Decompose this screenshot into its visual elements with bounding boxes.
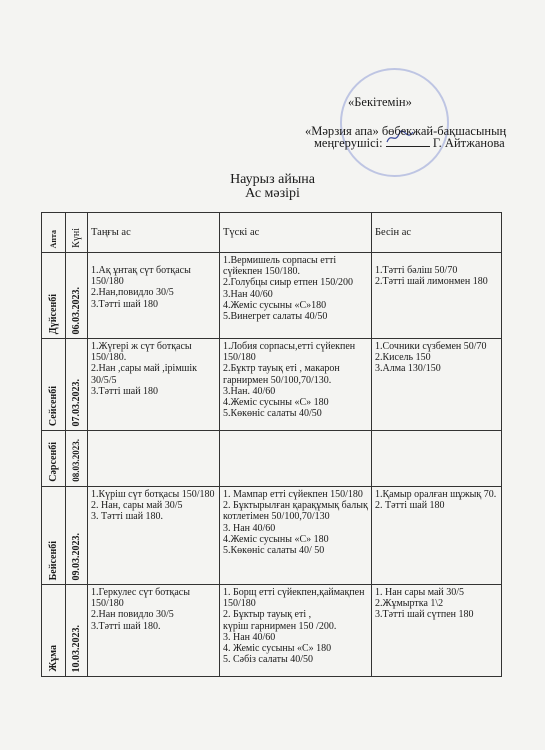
table-row	[42, 487, 502, 585]
col-header-date: Күні	[66, 213, 88, 253]
date-cell: 09.03.2023.	[66, 487, 88, 585]
signature-line	[386, 136, 430, 147]
breakfast-cell: 1.Ақ ұнтақ сүт ботқасы 150/180 2.Нан,повидло 30/5 3.Тәтті шай 180	[88, 253, 220, 339]
breakfast-cell: 1.Күріш сүт ботқасы 150/180 2. Нан, сары май 30/5 3. Тәтті шай 180.	[88, 487, 220, 585]
col-header-day: Апта	[42, 213, 66, 253]
day-cell: Бейсенбі	[42, 487, 66, 585]
table-row	[42, 253, 502, 339]
day-cell: Жұма	[42, 585, 66, 677]
table-row	[42, 585, 502, 677]
header-row	[42, 213, 502, 253]
date-cell: 06.03.2023.	[66, 253, 88, 339]
breakfast-cell	[88, 431, 220, 487]
snack-cell: 1.Сочники сүзбемен 50/70 2.Кисель 150 3.Алма 130/150	[372, 339, 502, 431]
stamp	[340, 68, 449, 177]
lunch-cell: 1.Лобия сорпасы,етті сүйекпен 150/180 2.Бұктр тауық еті , макарон гарнирмен 50/100,70/130. 3.Нан. 40/60 4.Жеміс сусыны «С» 180 5.Көкөніс салаты 40/50	[220, 339, 372, 431]
approve-label: «Бекітемін»	[348, 95, 412, 109]
day-cell: Дүйсенбі	[42, 253, 66, 339]
date-cell: 10.03.2023.	[66, 585, 88, 677]
table-row	[42, 339, 502, 431]
day-cell: Сейсенбі	[42, 339, 66, 431]
lunch-cell: 1.Вермишель сорпасы етті сүйекпен 150/180. 2.Голубцы сиыр етпен 150/200 3.Нан 40/60 4.Жеміс сусыны «С»180 5.Винегрет салаты 40/50	[220, 253, 372, 339]
date-cell: 07.03.2023.	[66, 339, 88, 431]
lunch-cell: 1. Борщ етті сүйекпен,қаймақпен 150/180 2. Бұктыр тауық еті , күріш гарнирмен 150 /200. 3. Нан 40/60 4. Жеміс сусыны «С» 180 5. Сәбіз салаты 40/50	[220, 585, 372, 677]
lunch-cell	[220, 431, 372, 487]
organization-name: «Мәрзия апа» бөбекжай-бақшасының	[305, 124, 507, 138]
col-header-snack: Бесін ас	[372, 213, 502, 253]
snack-cell: 1. Нан сары май 30/5 2.Жұмыртка 1\2 3.Тәтті шай сүтпен 180	[372, 585, 502, 677]
head-line	[314, 136, 505, 150]
head-label: меңгерушісі:	[314, 136, 383, 150]
breakfast-cell: 1.Жүгері ж сүт ботқасы 150/180. 2.Нан ,сары май ,ірімшік 30/5/5 3.Тәтті шай 180	[88, 339, 220, 431]
snack-cell: 1.Қамыр оралған шұжық 70. 2. Тәтті шай 180	[372, 487, 502, 585]
snack-cell: 1.Тәтті бәліш 50/70 2.Тәтті шай лимонмен 180	[372, 253, 502, 339]
menu-title: Ас мәзірі	[245, 186, 300, 201]
lunch-cell: 1. Мампар етті сүйекпен 150/180 2. Бұктырылған қарақұмық балық котлетімен 50/100,70/130 3. Нан 40/60 4.Жеміс сусыны «С» 180 5.Көкөніс салаты 40/ 50	[220, 487, 372, 585]
head-name: Г. Айтжанова	[432, 136, 505, 150]
date-cell: 08.03.2023.	[66, 431, 88, 487]
breakfast-cell: 1.Геркулес сүт ботқасы 150/180 2.Нан повидло 30/5 3.Тәтті шай 180.	[88, 585, 220, 677]
col-header-breakfast: Таңғы ас	[88, 213, 220, 253]
menu-table	[41, 212, 502, 677]
month-title: Наурыз айына	[230, 172, 315, 187]
col-header-lunch: Түскі ас	[220, 213, 372, 253]
snack-cell	[372, 431, 502, 487]
day-cell: Сәрсенбі	[42, 431, 66, 487]
table-row	[42, 431, 502, 487]
